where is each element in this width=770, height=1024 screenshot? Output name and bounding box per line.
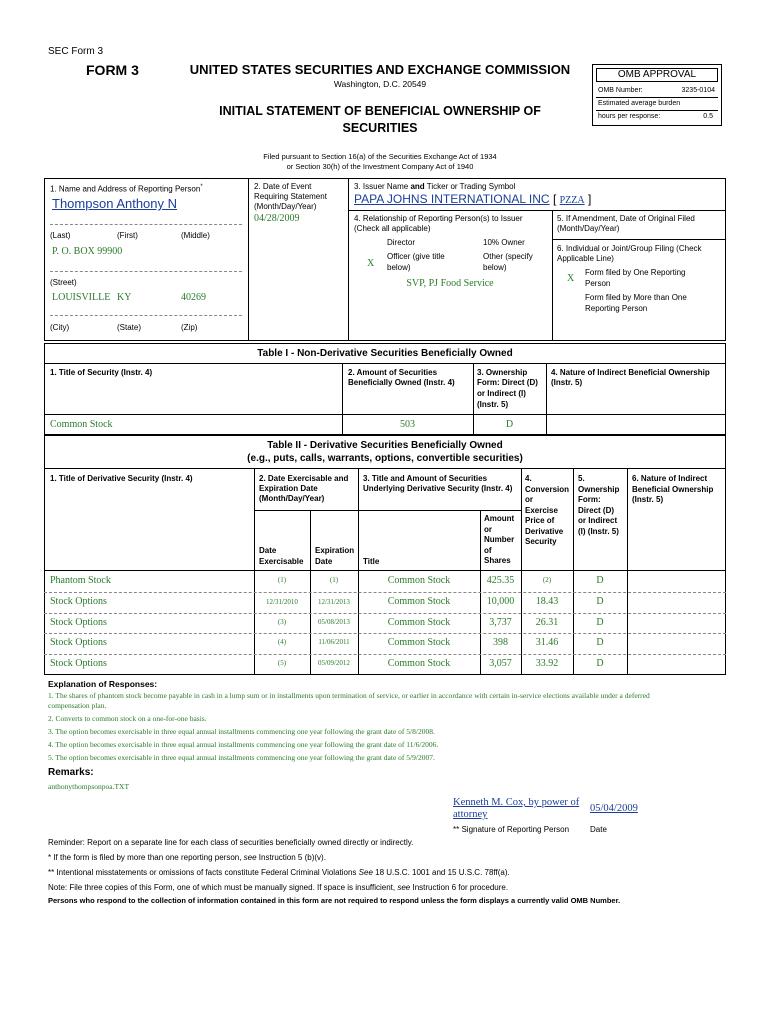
deriv-title: Stock Options bbox=[50, 596, 107, 607]
reminder-note: Reminder: Report on a separate line for each class of securities beneficially owned directly or indirectly. bbox=[48, 838, 414, 847]
signature-name-2: attorney bbox=[453, 809, 488, 820]
deriv-price: 33.92 bbox=[535, 658, 559, 669]
deriv-underlying: Common Stock bbox=[387, 658, 451, 669]
signature-label: ** Signature of Reporting Person bbox=[453, 825, 570, 834]
omb-hours-label: hours per response: bbox=[598, 113, 661, 120]
one-person-checkmark: X bbox=[567, 273, 575, 284]
signature-name-1: Kenneth M. Cox, by power of bbox=[453, 797, 580, 808]
city-value: LOUISVILLE bbox=[52, 292, 111, 303]
deriv-expiration: 05/08/2013 bbox=[318, 618, 350, 626]
sub-title: Title bbox=[363, 557, 380, 566]
amendment-label-2: (Month/Day/Year) bbox=[557, 224, 620, 233]
event-date-label-3: (Month/Day/Year) bbox=[254, 202, 317, 211]
explanation-note-4: 4. The option becomes exercisable in three equal annual installments commencing one year following the grant date of 11/6/2006. bbox=[48, 740, 439, 749]
table-2-col-dates-2: Expiration Date bbox=[259, 484, 318, 493]
omb-number-value: 3235-0104 bbox=[681, 87, 715, 94]
table-2-title-2: (e.g., puts, calls, warrants, options, convertible securities) bbox=[247, 453, 523, 464]
deriv-exercisable: 12/31/2010 bbox=[266, 598, 298, 606]
deriv-expiration: 12/31/2013 bbox=[318, 598, 350, 606]
explanation-note-1: 1. The shares of phantom stock become payable in cash in a lump sum or in installments upon termination of service, or earlier in accordance with certain in-service elections available under a deferred bbox=[48, 691, 650, 700]
filed-pursuant-line2: or Section 30(h) of the Investment Company Act of 1940 bbox=[286, 162, 474, 171]
deriv-title: Stock Options bbox=[50, 617, 107, 628]
table-1-col-form-1: 3. Ownership bbox=[477, 368, 528, 377]
amendment-label-1: 5. If Amendment, Date of Original Filed bbox=[557, 214, 695, 223]
deriv-shares: 3,737 bbox=[489, 617, 512, 628]
table-2-col-dates-1: 2. Date Exercisable and bbox=[259, 474, 349, 483]
deriv-expiration: (1) bbox=[329, 576, 339, 584]
officer-checkmark: X bbox=[367, 258, 375, 269]
deriv-shares: 3,057 bbox=[489, 658, 512, 669]
event-date-label-1: 2. Date of Event bbox=[254, 182, 312, 191]
deriv-exercisable: (1) bbox=[277, 576, 287, 584]
table-2-col-underlying-2: Underlying Derivative Security (Instr. 4) bbox=[363, 484, 513, 493]
deriv-form: D bbox=[596, 658, 604, 669]
deriv-form: D bbox=[596, 637, 604, 648]
table-1-col-nature-2: (Instr. 5) bbox=[551, 378, 583, 387]
sub-amount: Amount or Number of Shares bbox=[484, 514, 515, 565]
commission-city: Washington, D.C. 20549 bbox=[333, 79, 427, 89]
event-date-value: 04/28/2009 bbox=[254, 213, 300, 224]
signature-date-label: Date bbox=[590, 825, 607, 834]
table-1-row-title: Common Stock bbox=[50, 419, 113, 430]
zip-value: 40269 bbox=[181, 292, 206, 303]
deriv-form: D bbox=[596, 575, 604, 586]
remarks-title: Remarks: bbox=[48, 767, 94, 778]
officer-title-value: SVP, PJ Food Service bbox=[406, 278, 494, 289]
sub-date-exercisable-2: Exercisable bbox=[259, 557, 304, 566]
deriv-expiration: 05/09/2012 bbox=[318, 659, 350, 667]
footnote-file-copies: Note: File three copies of this Form, one of which must be manually signed. If space is insufficient, see Instruction 6 for procedure. bbox=[48, 883, 509, 892]
deriv-title: Stock Options bbox=[50, 658, 107, 669]
signature-date: 05/04/2009 bbox=[590, 803, 638, 814]
one-person-option-1: Form filed by One Reporting bbox=[585, 268, 686, 277]
explanation-title: Explanation of Responses: bbox=[48, 679, 158, 689]
deriv-shares: 398 bbox=[493, 637, 508, 648]
omb-number-label: OMB Number: bbox=[598, 87, 643, 94]
issuer-label: 3. Issuer Name and Ticker or Trading Symbol bbox=[354, 182, 516, 191]
explanation-note-3: 3. The option becomes exercisable in three equal annual installments commencing one year following the grant date of 5/8/2008. bbox=[48, 727, 435, 736]
table-2-col-dates-3: (Month/Day/Year) bbox=[259, 494, 325, 503]
table-1-col-form-4: (Instr. 5) bbox=[477, 400, 509, 409]
relationship-label-1: 4. Relationship of Reporting Person(s) to Issuer bbox=[354, 214, 523, 223]
deriv-underlying: Common Stock bbox=[387, 617, 451, 628]
deriv-price: 26.31 bbox=[535, 617, 559, 628]
issuer-ticker[interactable]: PZZA bbox=[559, 195, 585, 206]
deriv-exercisable: (3) bbox=[277, 618, 287, 626]
table-1-row-amount: 503 bbox=[400, 419, 415, 430]
deriv-form: D bbox=[596, 617, 604, 628]
filing-label-1: 6. Individual or Joint/Group Filing (Check bbox=[557, 244, 702, 253]
reporting-person-label: 1. Name and Address of Reporting Person* bbox=[50, 184, 203, 194]
last-label: (Last) bbox=[50, 231, 71, 240]
reporting-person-name[interactable]: Thompson Anthony N bbox=[52, 196, 178, 211]
table-2-col-underlying-1: 3. Title and Amount of Securities bbox=[363, 474, 488, 483]
omb-hours-value: 0.5 bbox=[703, 113, 713, 120]
remarks-text: anthonythompsonpoa.TXT bbox=[48, 782, 130, 791]
issuer-name[interactable]: PAPA JOHNS INTERNATIONAL INC bbox=[354, 192, 550, 206]
table-1-col-form-2: Form: Direct (D) bbox=[477, 378, 538, 387]
state-label: (State) bbox=[117, 323, 142, 332]
footnote-criminal-violations: ** Intentional misstatements or omissions of facts constitute Federal Criminal Violations See 18 U.S.C. 1001 and 15 U.S.C. 78ff(a). bbox=[48, 868, 510, 877]
first-label: (First) bbox=[117, 231, 138, 240]
table-2-title-1: Table II - Derivative Securities Beneficially Owned bbox=[267, 440, 503, 451]
deriv-exercisable: (4) bbox=[277, 638, 287, 646]
deriv-shares: 425.35 bbox=[486, 575, 515, 586]
explanation-note-5: 5. The option becomes exercisable in three equal annual installments commencing one year following the grant date of 5/9/2007. bbox=[48, 753, 435, 762]
table-1-col-amount-2: Beneficially Owned (Instr. 4) bbox=[348, 378, 455, 387]
deriv-underlying: Common Stock bbox=[387, 596, 451, 607]
sub-date-exercisable-1: Date bbox=[259, 546, 277, 555]
table-1-row-form: D bbox=[505, 419, 514, 430]
omb-burden-label: Estimated average burden bbox=[598, 100, 681, 107]
explanation-note-1-cont: compensation plan. bbox=[48, 701, 107, 710]
more-persons-option-2: Reporting Person bbox=[585, 304, 648, 313]
omb-title: OMB APPROVAL bbox=[596, 68, 718, 82]
deriv-title: Stock Options bbox=[50, 637, 107, 648]
deriv-price: 18.43 bbox=[535, 596, 559, 607]
ten-percent-option: 10% Owner bbox=[483, 238, 525, 247]
deriv-underlying: Common Stock bbox=[387, 575, 451, 586]
table-1-col-amount-1: 2. Amount of Securities bbox=[348, 368, 438, 377]
issuer-value: PAPA JOHNS INTERNATIONAL INC [ PZZA ] bbox=[354, 192, 592, 206]
form-title-line2: SECURITIES bbox=[342, 121, 418, 135]
table-1-col-title: 1. Title of Security (Instr. 4) bbox=[50, 368, 153, 377]
form-number: FORM 3 bbox=[86, 62, 139, 78]
deriv-form: D bbox=[596, 596, 604, 607]
deriv-price: (2) bbox=[542, 576, 552, 584]
zip-label: (Zip) bbox=[181, 323, 198, 332]
officer-option-2: below) bbox=[387, 263, 411, 272]
state-value: KY bbox=[117, 292, 132, 303]
other-option-1: Other (specify bbox=[483, 252, 533, 261]
sec-form-label: SEC Form 3 bbox=[48, 46, 104, 57]
middle-label: (Middle) bbox=[181, 231, 210, 240]
deriv-shares: 10,000 bbox=[486, 596, 515, 607]
sub-expiration-2: Date bbox=[315, 557, 333, 566]
deriv-price: 31.46 bbox=[535, 637, 559, 648]
relationship-label-2: (Check all applicable) bbox=[354, 224, 431, 233]
event-date-label-2: Requiring Statement bbox=[254, 192, 327, 201]
director-option: Director bbox=[387, 238, 416, 247]
omb-notice: Persons who respond to the collection of information contained in this form are not required to respond unless the form displays a currently valid OMB Number. bbox=[48, 896, 621, 905]
city-label: (City) bbox=[50, 323, 70, 332]
filed-pursuant-line1: Filed pursuant to Section 16(a) of the Securities Exchange Act of 1934 bbox=[263, 152, 497, 161]
table-2-col-conversion: 4. Conversion or Exercise Price of Derivative Security bbox=[525, 474, 570, 546]
table-1-title: Table I - Non-Derivative Securities Beneficially Owned bbox=[257, 348, 513, 359]
table-1-col-form-3: or Indirect (I) bbox=[477, 389, 526, 398]
deriv-expiration: 11/06/2011 bbox=[318, 638, 350, 646]
deriv-exercisable: (5) bbox=[277, 659, 287, 667]
table-2-col-title: 1. Title of Derivative Security (Instr. 4) bbox=[50, 474, 193, 483]
omb-approval-box bbox=[592, 64, 722, 126]
explanation-note-2: 2. Converts to common stock on a one-for-one basis. bbox=[48, 714, 207, 723]
filing-label-2: Applicable Line) bbox=[557, 254, 614, 263]
table-2-col-nature: 6. Nature of Indirect Beneficial Ownership (Instr. 5) bbox=[632, 474, 714, 504]
deriv-title: Phantom Stock bbox=[50, 575, 111, 586]
more-persons-option-1: Form filed by More than One bbox=[585, 293, 687, 302]
other-option-2: below) bbox=[483, 263, 507, 272]
table-2-col-ownership: 5. Ownership Form: Direct (D) or Indirect (I) (Instr. 5) bbox=[578, 474, 620, 536]
commission-title: UNITED STATES SECURITIES AND EXCHANGE COMMISSION bbox=[189, 62, 571, 77]
sub-expiration-1: Expiration bbox=[315, 546, 355, 555]
form-title-line1: INITIAL STATEMENT OF BENEFICIAL OWNERSHIP OF bbox=[219, 104, 541, 118]
officer-option-1: Officer (give title bbox=[387, 252, 445, 261]
street-label: (Street) bbox=[50, 278, 77, 287]
table-1-col-nature-1: 4. Nature of Indirect Beneficial Ownership bbox=[551, 368, 710, 377]
deriv-underlying: Common Stock bbox=[387, 637, 451, 648]
street-value: P. O. BOX 99900 bbox=[52, 246, 123, 257]
one-person-option-2: Person bbox=[585, 279, 611, 288]
footnote-multiple-persons: * If the form is filed by more than one reporting person, see Instruction 5 (b)(v). bbox=[48, 853, 326, 862]
